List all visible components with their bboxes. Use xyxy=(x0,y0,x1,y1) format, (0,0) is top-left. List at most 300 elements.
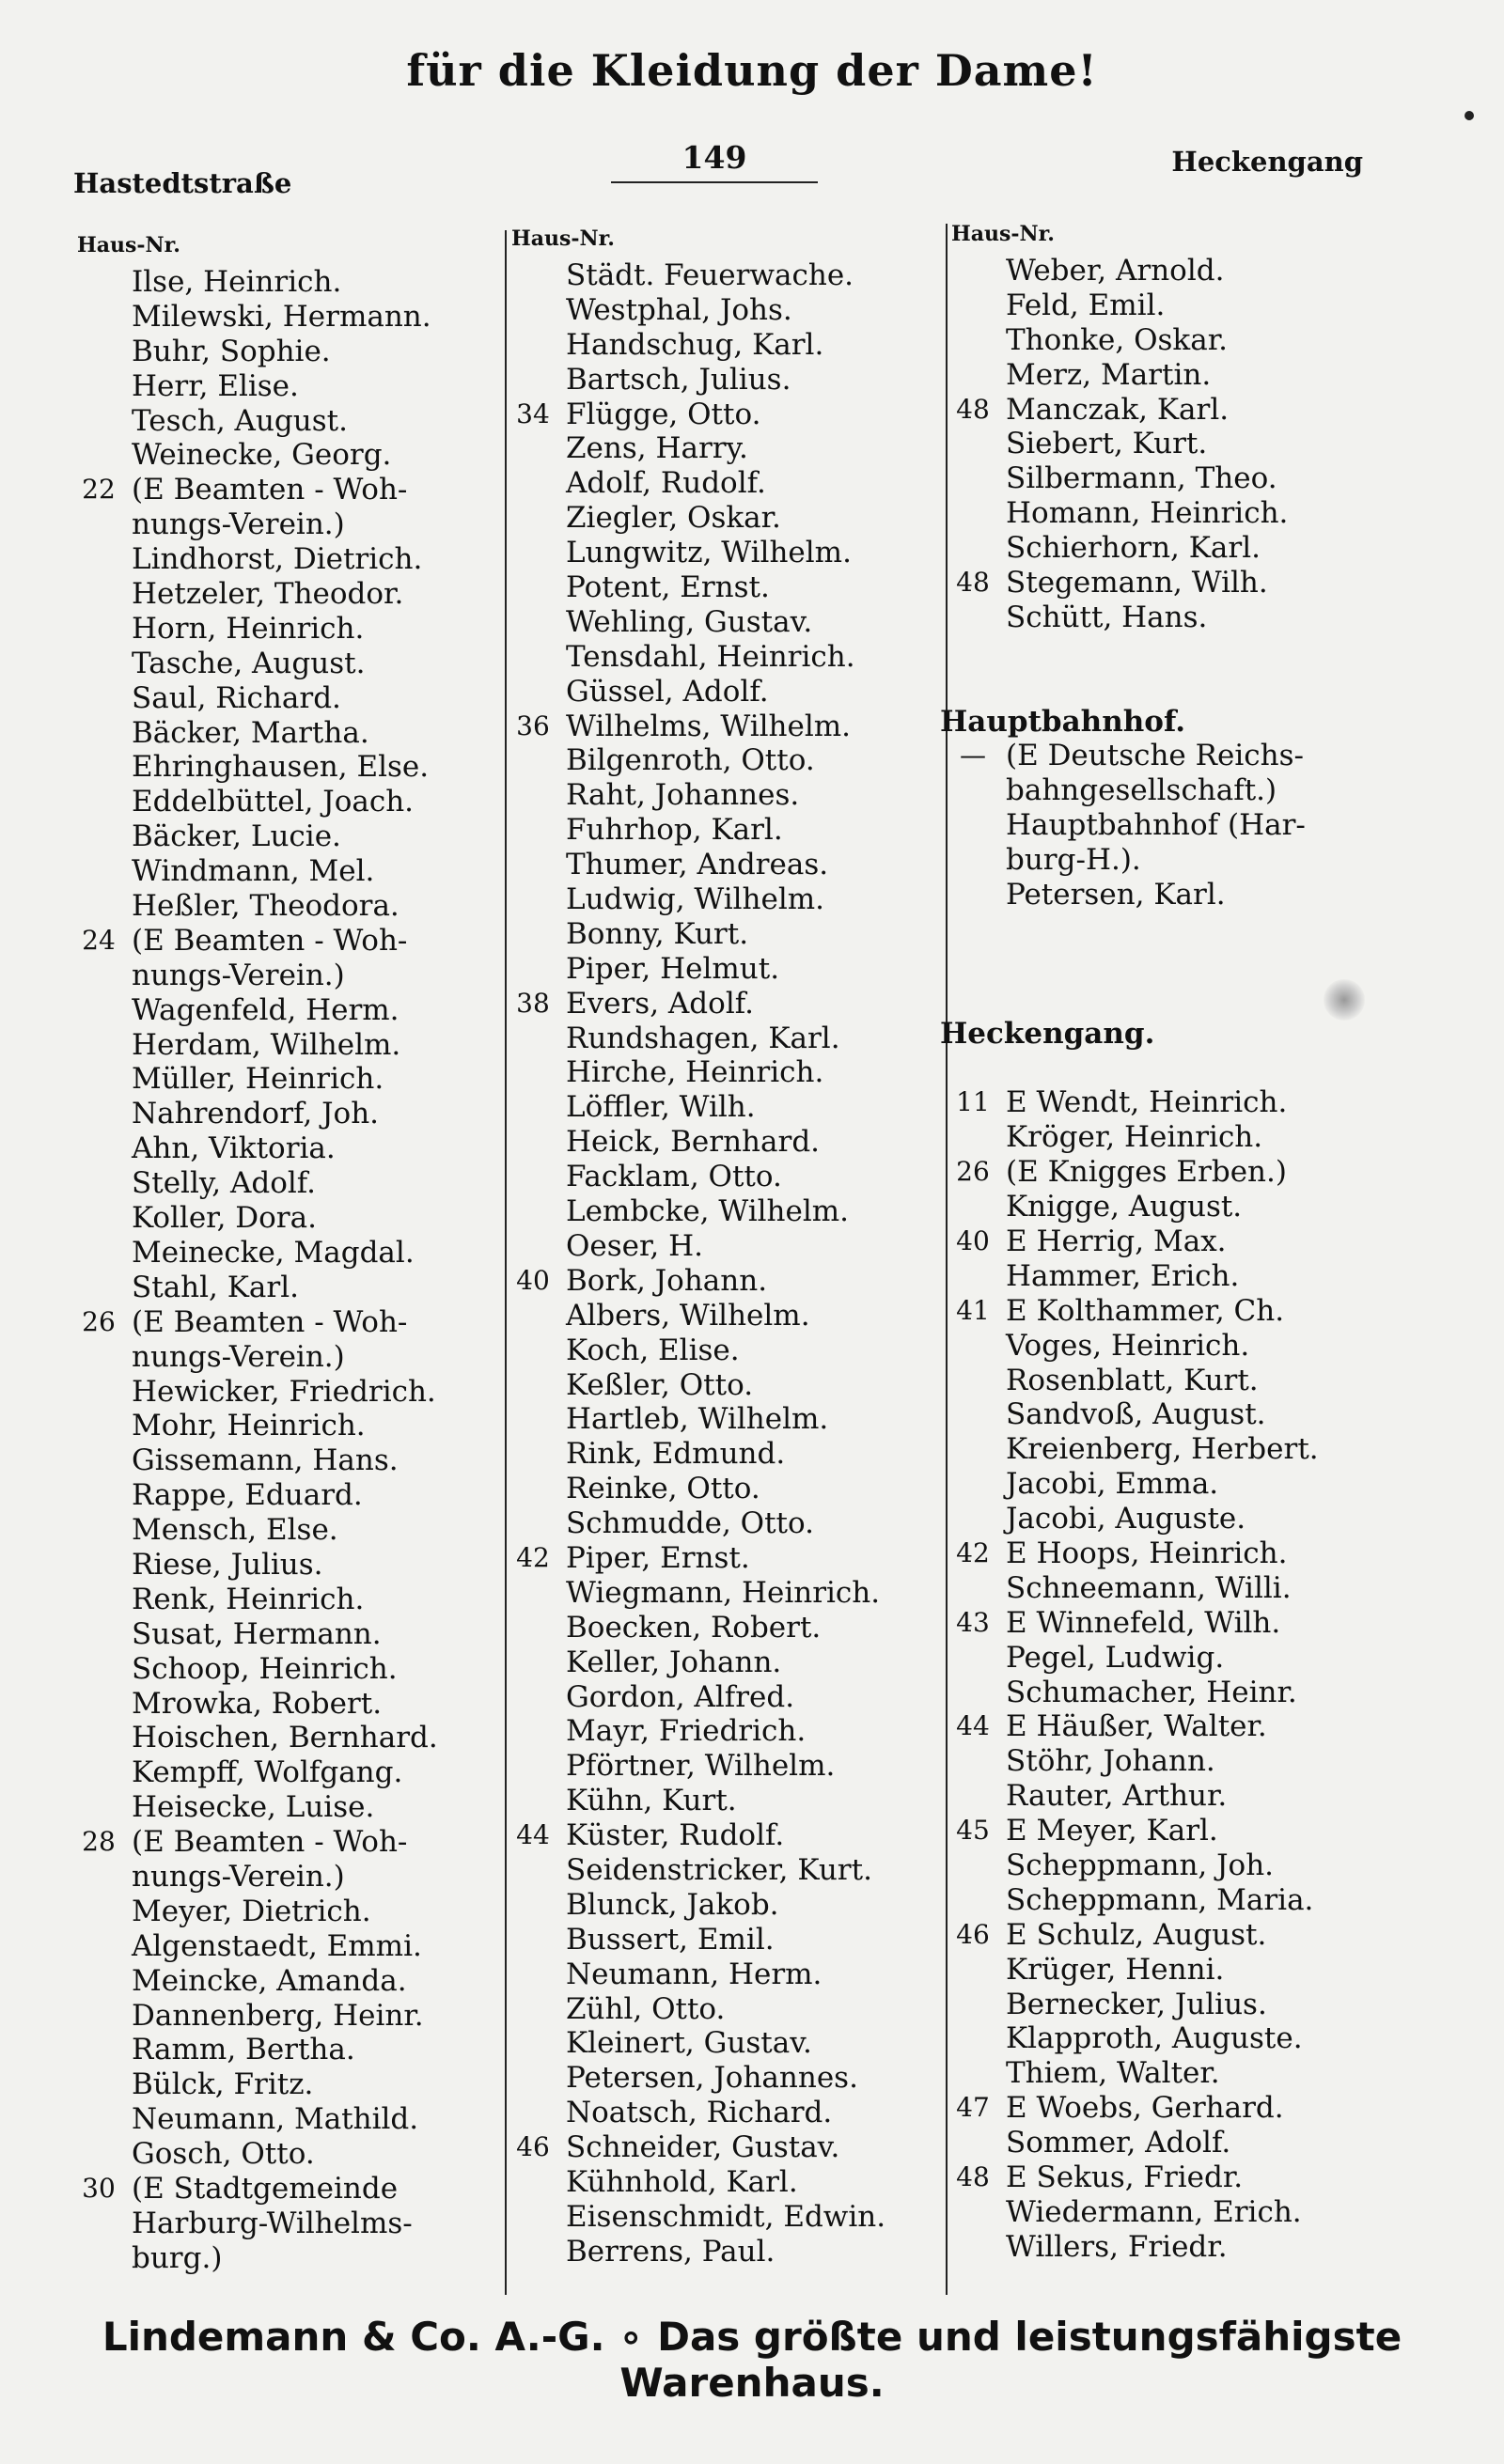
resident-name: Rink, Edmund. xyxy=(566,1437,786,1472)
house-number xyxy=(500,466,566,501)
house-number xyxy=(940,1190,1006,1224)
resident-name: Hirche, Heinrich. xyxy=(566,1055,824,1090)
resident-name: Rosenblatt, Kurt. xyxy=(1006,1363,1259,1397)
house-number xyxy=(66,681,132,716)
resident-name: Saul, Richard. xyxy=(132,680,341,715)
house-number xyxy=(940,1329,1006,1364)
house-number xyxy=(66,1097,132,1131)
resident-name: Eddelbüttel, Joach. xyxy=(132,785,415,819)
resident-name: Reinke, Otto. xyxy=(566,1472,760,1506)
house-number xyxy=(940,461,1006,496)
list-item xyxy=(66,1687,500,1722)
house-number xyxy=(66,1617,132,1652)
resident-name: Manczak, Karl. xyxy=(1006,392,1230,427)
list-item xyxy=(940,2195,1429,2230)
list-item xyxy=(66,750,500,785)
list-item xyxy=(500,778,942,813)
house-number xyxy=(66,300,132,335)
house-number xyxy=(940,1988,1006,2022)
house-number xyxy=(500,2235,566,2269)
house-number xyxy=(940,1364,1006,1398)
house-number: 47 xyxy=(956,2092,990,2124)
list-item xyxy=(500,1264,942,1299)
resident-name: Dannenberg, Heinr. xyxy=(132,1998,424,2033)
column-1 xyxy=(66,226,500,2276)
list-item xyxy=(940,2230,1429,2265)
list-item xyxy=(66,2172,500,2207)
house-number xyxy=(940,1883,1006,1918)
house-number xyxy=(500,1055,566,1090)
list-item xyxy=(66,2067,500,2102)
house-number xyxy=(66,2241,132,2276)
list-item xyxy=(66,612,500,647)
house-number xyxy=(500,258,566,293)
list-item xyxy=(500,2026,942,2061)
house-number xyxy=(940,947,1006,982)
house-number xyxy=(66,819,132,854)
resident-name: Merz, Martin. xyxy=(1006,357,1212,392)
list-item xyxy=(940,1502,1429,1536)
list-item xyxy=(940,566,1429,600)
resident-name: Klapproth, Auguste. xyxy=(1006,2021,1303,2056)
resident-name: Kühnhold, Karl. xyxy=(566,2164,798,2199)
resident-name: E Wendt, Heinrich. xyxy=(1006,1085,1288,1120)
house-number xyxy=(66,959,132,993)
resident-name: Schumacher, Heinr. xyxy=(1006,1675,1297,1709)
list-item xyxy=(500,1472,942,1506)
list-item xyxy=(940,1259,1429,1294)
resident-name: Sommer, Adolf. xyxy=(1006,2126,1231,2160)
list-item xyxy=(66,1513,500,1548)
list-item xyxy=(500,1576,942,1611)
house-number xyxy=(66,1443,132,1478)
resident-name: Renk, Heinrich. xyxy=(132,1582,365,1616)
house-number xyxy=(500,1888,566,1923)
house-number xyxy=(940,670,1006,705)
resident-name xyxy=(1006,670,1429,705)
resident-name: Kühn, Kurt. xyxy=(566,1784,737,1818)
list-item xyxy=(940,289,1429,323)
resident-name: Bilgenroth, Otto. xyxy=(566,743,815,778)
list-item xyxy=(500,848,942,882)
blank-line xyxy=(940,1051,1429,1085)
resident-name: Wiedermann, Erich. xyxy=(1006,2194,1302,2229)
house-number xyxy=(66,1929,132,1964)
resident-name: Seidenstricker, Kurt. xyxy=(566,1852,872,1887)
list-item xyxy=(940,1709,1429,1744)
column-3 xyxy=(940,214,1429,2265)
house-number xyxy=(500,1160,566,1194)
list-item xyxy=(66,1860,500,1895)
list-item xyxy=(66,716,500,751)
resident-name: E Kolthammer, Ch. xyxy=(1006,1293,1285,1328)
house-number xyxy=(66,1375,132,1410)
resident-name: Meinecke, Magdal. xyxy=(132,1235,415,1270)
list-item xyxy=(66,1548,500,1583)
house-number xyxy=(500,952,566,987)
list-item xyxy=(500,258,942,293)
list-item xyxy=(66,681,500,716)
list-item xyxy=(500,640,942,675)
list-item xyxy=(66,1790,500,1825)
resident-name: Susat, Hermann. xyxy=(132,1616,382,1651)
resident-name: Pegel, Ludwig. xyxy=(1006,1640,1225,1675)
house-number xyxy=(500,1021,566,1056)
resident-name: Bäcker, Lucie. xyxy=(132,819,341,854)
resident-name: Müller, Heinrich. xyxy=(132,1062,384,1097)
house-number xyxy=(500,363,566,398)
house-number xyxy=(66,1790,132,1825)
house-number xyxy=(66,1409,132,1443)
house-number xyxy=(500,1194,566,1229)
resident-name: E Häußer, Walter. xyxy=(1006,1709,1267,1744)
house-number xyxy=(940,1744,1006,1779)
resident-name: Schierhorn, Karl. xyxy=(1006,531,1261,566)
list-item xyxy=(940,1641,1429,1676)
list-item xyxy=(66,1652,500,1687)
resident-name: Weber, Arnold. xyxy=(1006,254,1225,288)
house-number xyxy=(940,323,1006,358)
list-item xyxy=(940,1294,1429,1329)
list-item xyxy=(500,743,942,778)
list-item xyxy=(940,496,1429,531)
blank-line xyxy=(940,947,1429,982)
list-item xyxy=(500,1090,942,1125)
resident-name: Noatsch, Richard. xyxy=(566,2096,833,2130)
resident-name: Kleinert, Gustav. xyxy=(566,2026,812,2061)
resident-name: Wehling, Gustav. xyxy=(566,604,813,639)
resident-name: Mohr, Heinrich. xyxy=(132,1409,366,1443)
house-number xyxy=(500,501,566,536)
list-item xyxy=(66,889,500,924)
resident-name: Neumann, Mathild. xyxy=(132,2102,419,2137)
house-number xyxy=(66,1028,132,1063)
resident-name: Thumer, Andreas. xyxy=(566,848,829,882)
house-number xyxy=(940,635,1006,670)
list-item xyxy=(940,2091,1429,2126)
resident-name: Facklam, Otto. xyxy=(566,1160,782,1194)
list-item xyxy=(500,2130,942,2165)
resident-name: Städt. Feuerwache. xyxy=(566,258,854,292)
list-item xyxy=(66,647,500,681)
house-number: 28 xyxy=(82,1826,116,1858)
house-number xyxy=(66,369,132,404)
resident-name: (E Beamten - Woh- xyxy=(132,1825,408,1860)
house-number xyxy=(66,1860,132,1895)
house-number: 45 xyxy=(956,1815,990,1847)
list-item xyxy=(500,1402,942,1437)
list-item xyxy=(66,993,500,1028)
list-item xyxy=(500,1021,942,1056)
list-item xyxy=(500,2061,942,2096)
list-item xyxy=(66,1478,500,1513)
resident-name: bahngesellschaft.) xyxy=(1006,773,1277,808)
bottom-advertisement: Lindemann & Co. A.-G. ∘ Das größte und leistungsfähigste Warenhaus. xyxy=(102,2314,1402,2406)
house-number xyxy=(500,1333,566,1368)
resident-name: Weinecke, Georg. xyxy=(132,438,392,473)
resident-name: Hammer, Erich. xyxy=(1006,1258,1240,1293)
house-number xyxy=(940,1571,1006,1606)
house-number xyxy=(500,2200,566,2235)
resident-name: Jacobi, Emma. xyxy=(1006,1467,1219,1502)
resident-name: Wiegmann, Heinrich. xyxy=(566,1575,881,1610)
house-number xyxy=(940,2021,1006,2056)
house-number: 41 xyxy=(956,1294,990,1326)
resident-name: Bussert, Emil. xyxy=(566,1922,775,1957)
list-item xyxy=(500,710,942,744)
list-item xyxy=(940,739,1429,773)
house-number: 36 xyxy=(516,710,550,741)
house-number xyxy=(500,1368,566,1403)
house-number xyxy=(500,1090,566,1125)
list-item xyxy=(500,328,942,363)
house-number xyxy=(500,882,566,917)
list-item xyxy=(66,819,500,854)
resident-name: Feld, Emil. xyxy=(1006,288,1166,322)
list-item xyxy=(940,1848,1429,1883)
list-item xyxy=(66,404,500,439)
resident-name: Krüger, Henni. xyxy=(1006,1952,1225,1987)
list-item xyxy=(940,2160,1429,2195)
list-item xyxy=(500,813,942,848)
house-number xyxy=(500,1299,566,1333)
list-item xyxy=(500,1714,942,1749)
list-item xyxy=(940,773,1429,808)
header-street-left: Hastedtstraße xyxy=(73,167,292,199)
list-item xyxy=(500,1888,942,1923)
house-number xyxy=(66,1236,132,1271)
house-number xyxy=(940,1259,1006,1294)
list-item xyxy=(500,1194,942,1229)
list-item xyxy=(500,293,942,328)
list-item xyxy=(66,2102,500,2137)
resident-name: Hoischen, Bernhard. xyxy=(132,1721,438,1755)
house-number xyxy=(500,1957,566,1992)
list-item xyxy=(500,398,942,432)
resident-name: Meincke, Amanda. xyxy=(132,1963,407,1998)
resident-name: Riese, Julius. xyxy=(132,1547,323,1582)
house-number xyxy=(500,328,566,363)
list-item xyxy=(500,1749,942,1784)
resident-name: Eisenschmidt, Edwin. xyxy=(566,2199,886,2234)
resident-name: Ludwig, Wilhelm. xyxy=(566,882,825,917)
list-item xyxy=(66,1375,500,1410)
house-number xyxy=(66,265,132,300)
resident-name: Berrens, Paul. xyxy=(566,2234,776,2269)
list-item xyxy=(940,427,1429,461)
list-item xyxy=(500,1437,942,1472)
house-number xyxy=(66,1131,132,1166)
list-item xyxy=(500,2165,942,2200)
resident-name: Tesch, August. xyxy=(132,403,348,438)
house-number xyxy=(500,675,566,710)
list-item xyxy=(66,473,500,507)
house-number xyxy=(500,1402,566,1437)
resident-name: Rappe, Eduard. xyxy=(132,1478,363,1513)
resident-name: Keller, Johann. xyxy=(566,1645,782,1679)
list-item xyxy=(940,323,1429,358)
resident-name: Koch, Elise. xyxy=(566,1333,740,1367)
resident-name: E Herrig, Max. xyxy=(1006,1224,1227,1258)
list-item xyxy=(940,1988,1429,2022)
resident-name: Hewicker, Friedrich. xyxy=(132,1374,436,1409)
list-item xyxy=(500,1160,942,1194)
list-item xyxy=(500,466,942,501)
resident-name: Albers, Wilhelm. xyxy=(566,1298,810,1333)
resident-name: Fuhrhop, Karl. xyxy=(566,813,783,848)
house-number: 26 xyxy=(82,1305,116,1337)
ink-dot xyxy=(1465,111,1474,120)
resident-name: Zens, Harry. xyxy=(566,431,748,466)
list-item xyxy=(66,1617,500,1652)
list-item xyxy=(66,1028,500,1063)
house-number xyxy=(940,1397,1006,1432)
house-number xyxy=(940,2056,1006,2091)
house-number xyxy=(500,605,566,640)
top-advertisement: für die Kleidung der Dame! xyxy=(406,45,1098,96)
house-number: — xyxy=(960,740,986,772)
resident-name: Schmudde, Otto. xyxy=(566,1506,814,1541)
house-number xyxy=(66,2067,132,2102)
list-item xyxy=(940,358,1429,393)
house-number xyxy=(500,431,566,466)
resident-name: Heisecke, Luise. xyxy=(132,1790,375,1825)
resident-name: Pförtner, Wilhelm. xyxy=(566,1749,836,1784)
resident-name: E Hoops, Heinrich. xyxy=(1006,1536,1288,1570)
resident-name: Stegemann, Wilh. xyxy=(1006,566,1268,600)
resident-name: Ilse, Heinrich. xyxy=(132,265,342,299)
house-number xyxy=(500,570,566,605)
house-number xyxy=(500,1992,566,2027)
house-number xyxy=(940,531,1006,566)
house-number xyxy=(66,993,132,1028)
list-item xyxy=(66,2207,500,2241)
resident-name xyxy=(1006,635,1429,670)
list-item xyxy=(66,785,500,819)
resident-name: Petersen, Johannes. xyxy=(566,2061,858,2096)
list-item xyxy=(940,1779,1429,1814)
resident-name: Silbermann, Theo. xyxy=(1006,461,1277,496)
house-number xyxy=(500,917,566,952)
resident-name: Bäcker, Martha. xyxy=(132,715,369,750)
list-item xyxy=(940,531,1429,566)
list-item xyxy=(500,431,942,466)
list-item xyxy=(940,1953,1429,1988)
house-number xyxy=(500,1472,566,1506)
resident-name: Horn, Heinrich. xyxy=(132,611,365,646)
house-number: 26 xyxy=(956,1156,990,1188)
column-header: Haus-Nr. xyxy=(951,222,1055,246)
house-number: 46 xyxy=(956,1918,990,1950)
resident-name: Ahn, Viktoria. xyxy=(132,1131,336,1166)
house-number xyxy=(500,2165,566,2200)
resident-name: Tasche, August. xyxy=(132,646,366,680)
resident-name: Stahl, Karl. xyxy=(132,1270,299,1304)
list-item xyxy=(66,2137,500,2172)
list-item xyxy=(940,1432,1429,1467)
resident-name: Jacobi, Auguste. xyxy=(1006,1502,1246,1536)
resident-name: E Woebs, Gerhard. xyxy=(1006,2091,1284,2126)
house-number xyxy=(66,438,132,473)
resident-name: (E Beamten - Woh- xyxy=(132,473,408,507)
house-number xyxy=(500,2026,566,2061)
house-number xyxy=(66,1999,132,2034)
house-number xyxy=(66,785,132,819)
house-number xyxy=(500,1437,566,1472)
list-item xyxy=(66,1755,500,1790)
resident-name: (E Beamten - Woh- xyxy=(132,1304,408,1339)
house-number: 11 xyxy=(956,1086,990,1118)
resident-name: Gordon, Alfred. xyxy=(566,1679,795,1714)
list-item xyxy=(940,1224,1429,1259)
list-item xyxy=(66,1409,500,1443)
house-number xyxy=(940,982,1006,1017)
list-item xyxy=(500,1055,942,1090)
list-item xyxy=(66,1721,500,1755)
list-item xyxy=(500,2235,942,2269)
resident-name xyxy=(1006,1051,1429,1085)
resident-name: Willers, Friedr. xyxy=(1006,2229,1228,2264)
resident-name: (E Knigges Erben.) xyxy=(1006,1155,1287,1190)
resident-name: Adolf, Rudolf. xyxy=(566,466,766,501)
list-item xyxy=(66,854,500,889)
resident-name: Nahrendorf, Joh. xyxy=(132,1097,380,1131)
house-number xyxy=(500,813,566,848)
resident-name: Sandvoß, August. xyxy=(1006,1397,1266,1432)
list-item xyxy=(66,507,500,542)
house-number xyxy=(940,1779,1006,1814)
resident-name: Mayr, Friedrich. xyxy=(566,1714,807,1749)
resident-name: Wagenfeld, Herm. xyxy=(132,992,400,1027)
resident-name: Stelly, Adolf. xyxy=(132,1166,317,1201)
resident-name: Gosch, Otto. xyxy=(132,2137,315,2172)
blank-line xyxy=(940,670,1429,705)
house-number xyxy=(66,1687,132,1722)
list-item xyxy=(500,1818,942,1853)
resident-name: Ehringhausen, Else. xyxy=(132,750,430,785)
house-number: 46 xyxy=(516,2131,550,2163)
list-item xyxy=(940,1155,1429,1190)
house-number xyxy=(66,1721,132,1755)
list-item xyxy=(940,1571,1429,1606)
house-number xyxy=(500,1576,566,1611)
resident-name: Gissemann, Hans. xyxy=(132,1443,399,1478)
list-item xyxy=(500,1680,942,1715)
resident-name: Petersen, Karl. xyxy=(1006,878,1226,912)
list-item xyxy=(66,1964,500,1999)
list-item xyxy=(940,1364,1429,1398)
house-number xyxy=(940,1676,1006,1710)
resident-name xyxy=(1006,947,1429,982)
house-number xyxy=(66,2137,132,2172)
house-number xyxy=(500,1784,566,1818)
resident-name: Heick, Bernhard. xyxy=(566,1125,821,1160)
house-number: 34 xyxy=(516,398,550,429)
house-number xyxy=(500,1714,566,1749)
house-number xyxy=(940,289,1006,323)
list-item xyxy=(940,1606,1429,1641)
resident-name: Küster, Rudolf. xyxy=(566,1818,785,1853)
list-item xyxy=(940,808,1429,843)
list-item xyxy=(940,600,1429,635)
house-number xyxy=(940,1848,1006,1883)
house-number xyxy=(940,1051,1006,1085)
house-number: 44 xyxy=(516,1819,550,1851)
list-item xyxy=(940,1744,1429,1779)
resident-name: Wilhelms, Wilhelm. xyxy=(566,709,852,743)
house-number xyxy=(66,1755,132,1790)
resident-name: Algenstaedt, Emmi. xyxy=(132,1928,422,1963)
